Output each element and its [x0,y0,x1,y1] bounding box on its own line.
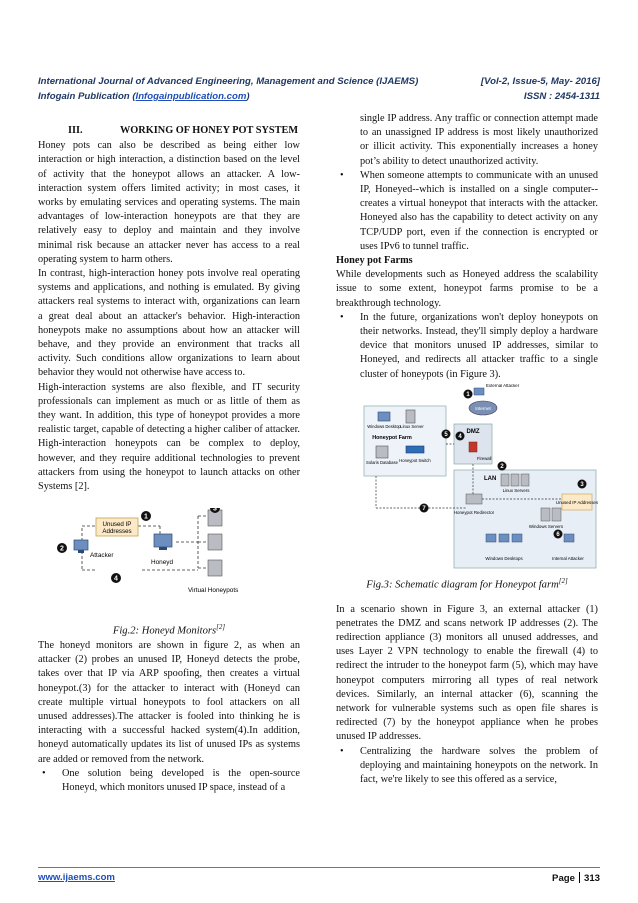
farm-label: Honeypot Farm [372,434,412,441]
switch-label: Honeypot Switch [399,457,431,463]
journal-url-link[interactable]: www.ijaems.com [38,872,115,883]
linux-server-icon [406,410,415,423]
honeypot-switch-icon [406,446,424,453]
linux-servers-icon [511,474,519,486]
honeypot-farm-diagram [336,384,598,574]
external-attacker-label: External Attacker [486,383,520,388]
badge-2-text: 2 [60,545,64,553]
redirector-label: Honeypot Redirector [453,509,495,515]
honeyd-diagram [38,508,300,620]
bullet-item [336,745,598,788]
page-number [552,872,600,884]
windows-desktop-icon [499,534,509,542]
paragraph: High-interaction systems are also flexible, and IT security professionals can implement as much or as little of them as they want. In addition, this type of honeypot provides a more realistic target, capable of detecting a higher caliber of attacker. High-interaction honeypots can be complex to deploy, however, and they require additional technologies to prevent attackers from using the honeypot to launch attacks on other Systems [2]. [38,381,300,493]
badge-3-text: 3 [580,482,584,489]
unused-ip-label: Unused IP [102,521,132,529]
honeyd-stand [159,547,167,550]
attacker-stand [78,550,84,553]
paragraph: While developments such as Honeyed address the scalability issue to some extent, honeypot farms promise to be a breakthrough technology. [336,269,598,309]
linux-server-label: Linux Server [400,423,424,429]
virtual-honeypot-icon [208,560,222,576]
page-label: Page [552,873,575,884]
page-divider [579,872,580,883]
bullet-continuation [336,112,598,169]
badge-1-text: 1 [466,392,470,399]
virtual-honeypots-label: Virtual Honeypots [188,587,239,595]
footer-rule [38,867,600,868]
footer [38,872,600,883]
honeyd-label: Honeyd [150,559,174,567]
bullet-icon: • [340,311,344,323]
running-header [38,76,600,87]
bullet-text: In the future, organizations won't deploy honeypots on their networks. Instead, they'll simply deploy a hardware device that monitors unused IP addresses, similar to Honeyed, and redirects all attacker traffic to a single cluster of honeypots (in Figure 3). [360,311,598,380]
bullet-text: One solution being developed is the open-source Honeyd, which monitors unused IP space, instead of a [62,767,300,794]
windows-servers-icon [552,508,561,521]
bullet-icon: • [42,767,46,779]
badge-3-text: 3 [213,508,217,513]
bullet-text: Centralizing the hardware solves the problem of deploying and maintaining honeypots on the network. In fact, we're likely to see this offered as a service, [360,745,598,786]
windows-desktop-icon [378,412,390,421]
attacker-label: Attacker [90,552,114,560]
paragraph: In contrast, high-interaction honey pots involve real operating systems and applications, and nothing is emulated. By giving attackers real systems to interact with, organizations can learn a great deal about an attacker's behavior. High-interaction honeypots make no assumptions about how an attacker will behave, and they provide an environment that tracks all activity. Such conditions allow organizations to learn about behavior they would not otherwise have access to. [38,268,300,379]
solaris-label: Solaris Database [366,459,398,465]
caption-ref: [2] [558,576,568,585]
windows-servers-icon [541,508,550,521]
badge-5-text: 5 [444,432,448,439]
external-attacker-icon [474,388,484,395]
bullet-text: When someone attempts to communicate with an unused IP, Honeyed--which is installed on a single computer--creates a virtual honeypot that interacts with the attacker. Honeyed also has the capability to detect activity on any TCP/UDP port, even if the connection is encrypted or uses IPv6 to tunnel traffic. [360,169,598,252]
linux-servers-label: Linux Servers [502,487,530,493]
publisher-link[interactable]: Infogainpublication.com [135,91,247,102]
figure-2 [38,508,300,620]
dmz-label: DMZ [466,428,480,435]
publisher-prefix: Infogain Publication ( [38,91,136,102]
issn: ISSN : 2454-1311 [523,91,600,102]
lan-label: LAN [484,475,497,482]
badge-4-text: 4 [458,434,462,441]
paragraph: In a scenario shown in Figure 3, an external attacker (1) penetrates the DMZ and scans network IP addresses (2). The redirection appliance (3) monitors all unused addresses, and uses Layer 2 VPN technology to enable the firewall (4) to redirect the intruder to the honeypot farm (5), which may have honeypot computers mirroring all types of real network devices. Similarly, an internal attacker (6), scanning the network for vulnerable systems such as open file shares is redirected (7) by the honeypot appliance when he probes unused IP addresses. [336,603,598,743]
section-title: WORKING OF HONEY POT SYSTEM [120,125,299,136]
figure-3 [336,384,598,574]
bullet-item [336,311,598,382]
windows-desktops-label: Windows Desktops [485,555,523,561]
virtual-honeypot-icon [208,534,222,550]
firewall-label: Firewall [477,455,492,461]
internal-attacker-icon [564,534,574,542]
left-column [38,124,300,795]
figure-2-caption [38,620,300,639]
volume-info: [Vol-2, Issue-5, May- 2016] [480,76,600,87]
caption-ref: [2] [216,623,226,632]
honeypot-farm-box [364,406,446,476]
badge-2-text: 2 [500,464,504,471]
badge-4-text: 4 [114,575,118,583]
bullet-text: single IP address. Any traffic or connection attempt made to an unassigned IP address is most likely unauthorized or illicit activity. This exponentially increases a honey pot’s ability to detect unauthorized activity. [360,113,598,167]
paragraph: Honey pots can also be described as being either low interaction or high interaction, a distinction based on the level of activity that the honeypot allows an attacker. A low-interaction system offers limited activity; in most cases, it works by emulating services and operating systems. The main advantages of low-interaction honeypots are that they are relatively easy to deploy and maintain and they involve minimal risk because an attacker never has access to a real operating system to harm others. [38,140,300,265]
running-header-2 [38,91,600,102]
section-heading [38,124,300,138]
paragraph: The honeyd monitors are shown in figure 2, as when an attacker (2) probes an unused IP, Honeyd detects the probe, takes over that IP via ARP spoofing, then creates a virtual honeypot.(3) for the attacker to interact with (Honeyd can create multiple virtual honeypots to fool attackers on all unused addresses).The attacker is fooled into thinking he is interacting with a successful hacked system(4).In addition, honeyd automatically updates its list of unused IPs as systems are added or removed from the network. [38,640,300,765]
figure-3-caption [336,574,598,593]
caption-text: Fig.2: Honeyd Monitors [112,625,217,637]
badge-6-text: 6 [556,532,560,539]
windows-desktop-icon [512,534,522,542]
publisher-suffix: ) [246,91,250,102]
right-column [336,112,598,787]
page-num: 313 [583,873,600,884]
windows-desktop-icon [486,534,496,542]
solaris-db-icon [376,446,388,458]
addresses-label: Addresses [102,528,132,536]
bullet-item [38,767,300,795]
bullet-icon: • [340,745,344,757]
windows-servers-label: Windows Servers [528,523,564,529]
caption-text: Fig.3: Schematic diagram for Honeypot farm [366,579,559,591]
subheading: Honey pot Farms [336,255,413,267]
linux-servers-icon [521,474,529,486]
badge-1-text: 1 [144,513,148,521]
bullet-icon: • [340,169,344,181]
honeypot-redirector-icon [466,494,482,504]
internal-attacker-label: Internal Attacker [552,555,584,561]
unused-ip-label: Unused IP Addresses [555,499,598,505]
linux-servers-icon [501,474,509,486]
journal-name: International Journal of Advanced Engineering, Management and Science (IJAEMS) [38,76,419,87]
badge-7-text: 7 [422,506,426,513]
attacker-computer-icon [74,540,88,550]
firewall-icon [469,442,477,452]
internet-label: Internet [475,405,491,411]
win-desktop-label: Windows Desktop [367,423,401,429]
section-number: III. [68,125,83,136]
honeyd-computer-icon [154,534,172,547]
bullet-item [336,169,598,254]
